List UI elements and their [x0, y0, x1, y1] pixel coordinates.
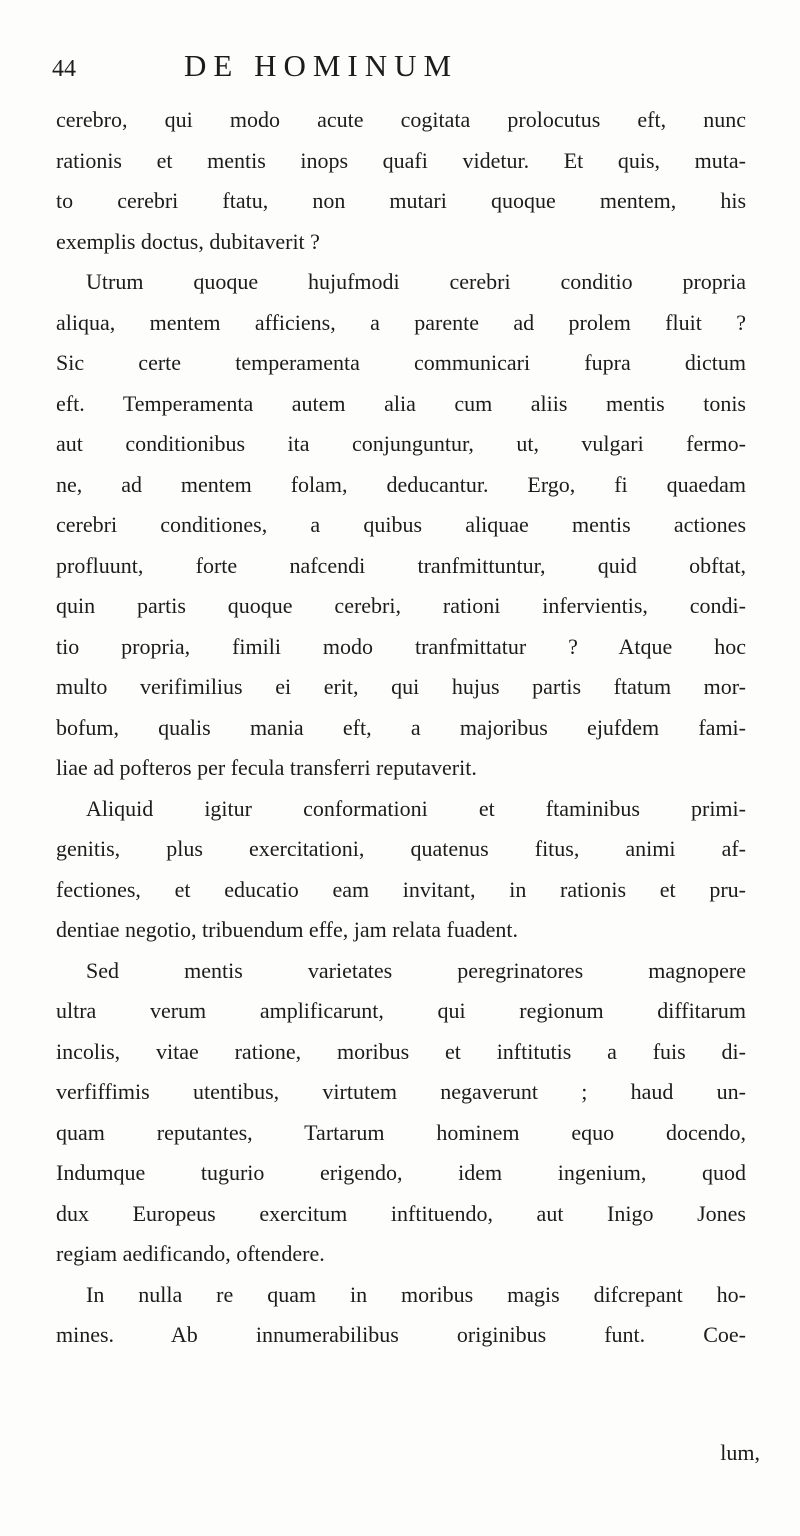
text-line: Sed mentis varietates peregrinatores magnopere [86, 957, 746, 983]
text-line: multo verifimilius ei erit, qui hujus partis ftatum mor- [56, 674, 746, 699]
text-line: Indumque tugurio erigendo, idem ingenium, quod [56, 1160, 746, 1185]
text-line: aliqua, mentem afficiens, a parente ad prolem fluit ? [56, 309, 746, 335]
text-line: mines. Ab innumerabilibus originibus funt. Coe- [56, 1322, 746, 1347]
text-line: dux Europeus exercitum inftituendo, aut Inigo Jones [56, 1200, 746, 1226]
text-line: genitis, plus exercitationi, quatenus fitus, animi af- [56, 836, 746, 861]
text-line: aut conditionibus ita conjunguntur, ut, vulgari fermo- [56, 431, 746, 456]
text-line: verfiffimis utentibus, virtutem negaverunt ; haud un- [56, 1079, 746, 1104]
text-line: exemplis doctus, dubitaverit ? [56, 228, 320, 254]
catchword: lum, [720, 1440, 760, 1465]
text-line: dentiae negotio, tribuendum effe, jam relata fuadent. [56, 917, 519, 942]
page-number: 44 [52, 56, 76, 82]
text-line: fectiones, et educatio eam invitant, in rationis et pru- [56, 876, 746, 902]
text-line: tio propria, fimili modo tranfmittatur ? Atque hoc [56, 633, 746, 659]
text-line: cerebri conditiones, a quibus aliquae mentis actiones [56, 512, 746, 537]
text-line: Utrum quoque hujufmodi cerebri conditio propria [86, 269, 746, 294]
text-line: liae ad pofteros per fecula transferri reputaverit. [56, 755, 477, 780]
text-line: cerebro, qui modo acute cogitata prolocutus eft, nunc [56, 107, 746, 132]
text-line: bofum, qualis mania eft, a majoribus ejufdem fami- [56, 714, 746, 740]
text-line: rationis et mentis inops quafi videtur. Et quis, muta- [56, 147, 746, 173]
text-line: ne, ad mentem folam, deducantur. Ergo, fi quaedam [56, 471, 746, 497]
text-line: incolis, vitae ratione, moribus et inftitutis a fuis di- [56, 1038, 746, 1064]
page-header [52, 48, 752, 88]
text-line: Sic certe temperamenta communicari fupra dictum [56, 350, 746, 375]
text-line: to cerebri ftatu, non mutari quoque mentem, his [56, 188, 746, 213]
text-line: In nulla re quam in moribus magis difcrepant ho- [86, 1281, 746, 1307]
text-line: profluunt, forte nafcendi tranfmittuntur, quid obftat, [56, 552, 746, 578]
text-line: eft. Temperamenta autem alia cum aliis mentis tonis [56, 390, 746, 416]
text-line: Aliquid igitur conformationi et ftaminibus primi- [86, 795, 746, 821]
text-line: regiam aedificando, oftendere. [56, 1241, 325, 1266]
text-line: ultra verum amplificarunt, qui regionum diffitarum [56, 998, 746, 1023]
body-text [56, 100, 746, 1356]
text-line: quam reputantes, Tartarum hominem equo docendo, [56, 1119, 746, 1145]
running-head: DE HOMINUM [184, 48, 459, 83]
text-line: quin partis quoque cerebri, rationi infervientis, condi- [56, 593, 746, 618]
